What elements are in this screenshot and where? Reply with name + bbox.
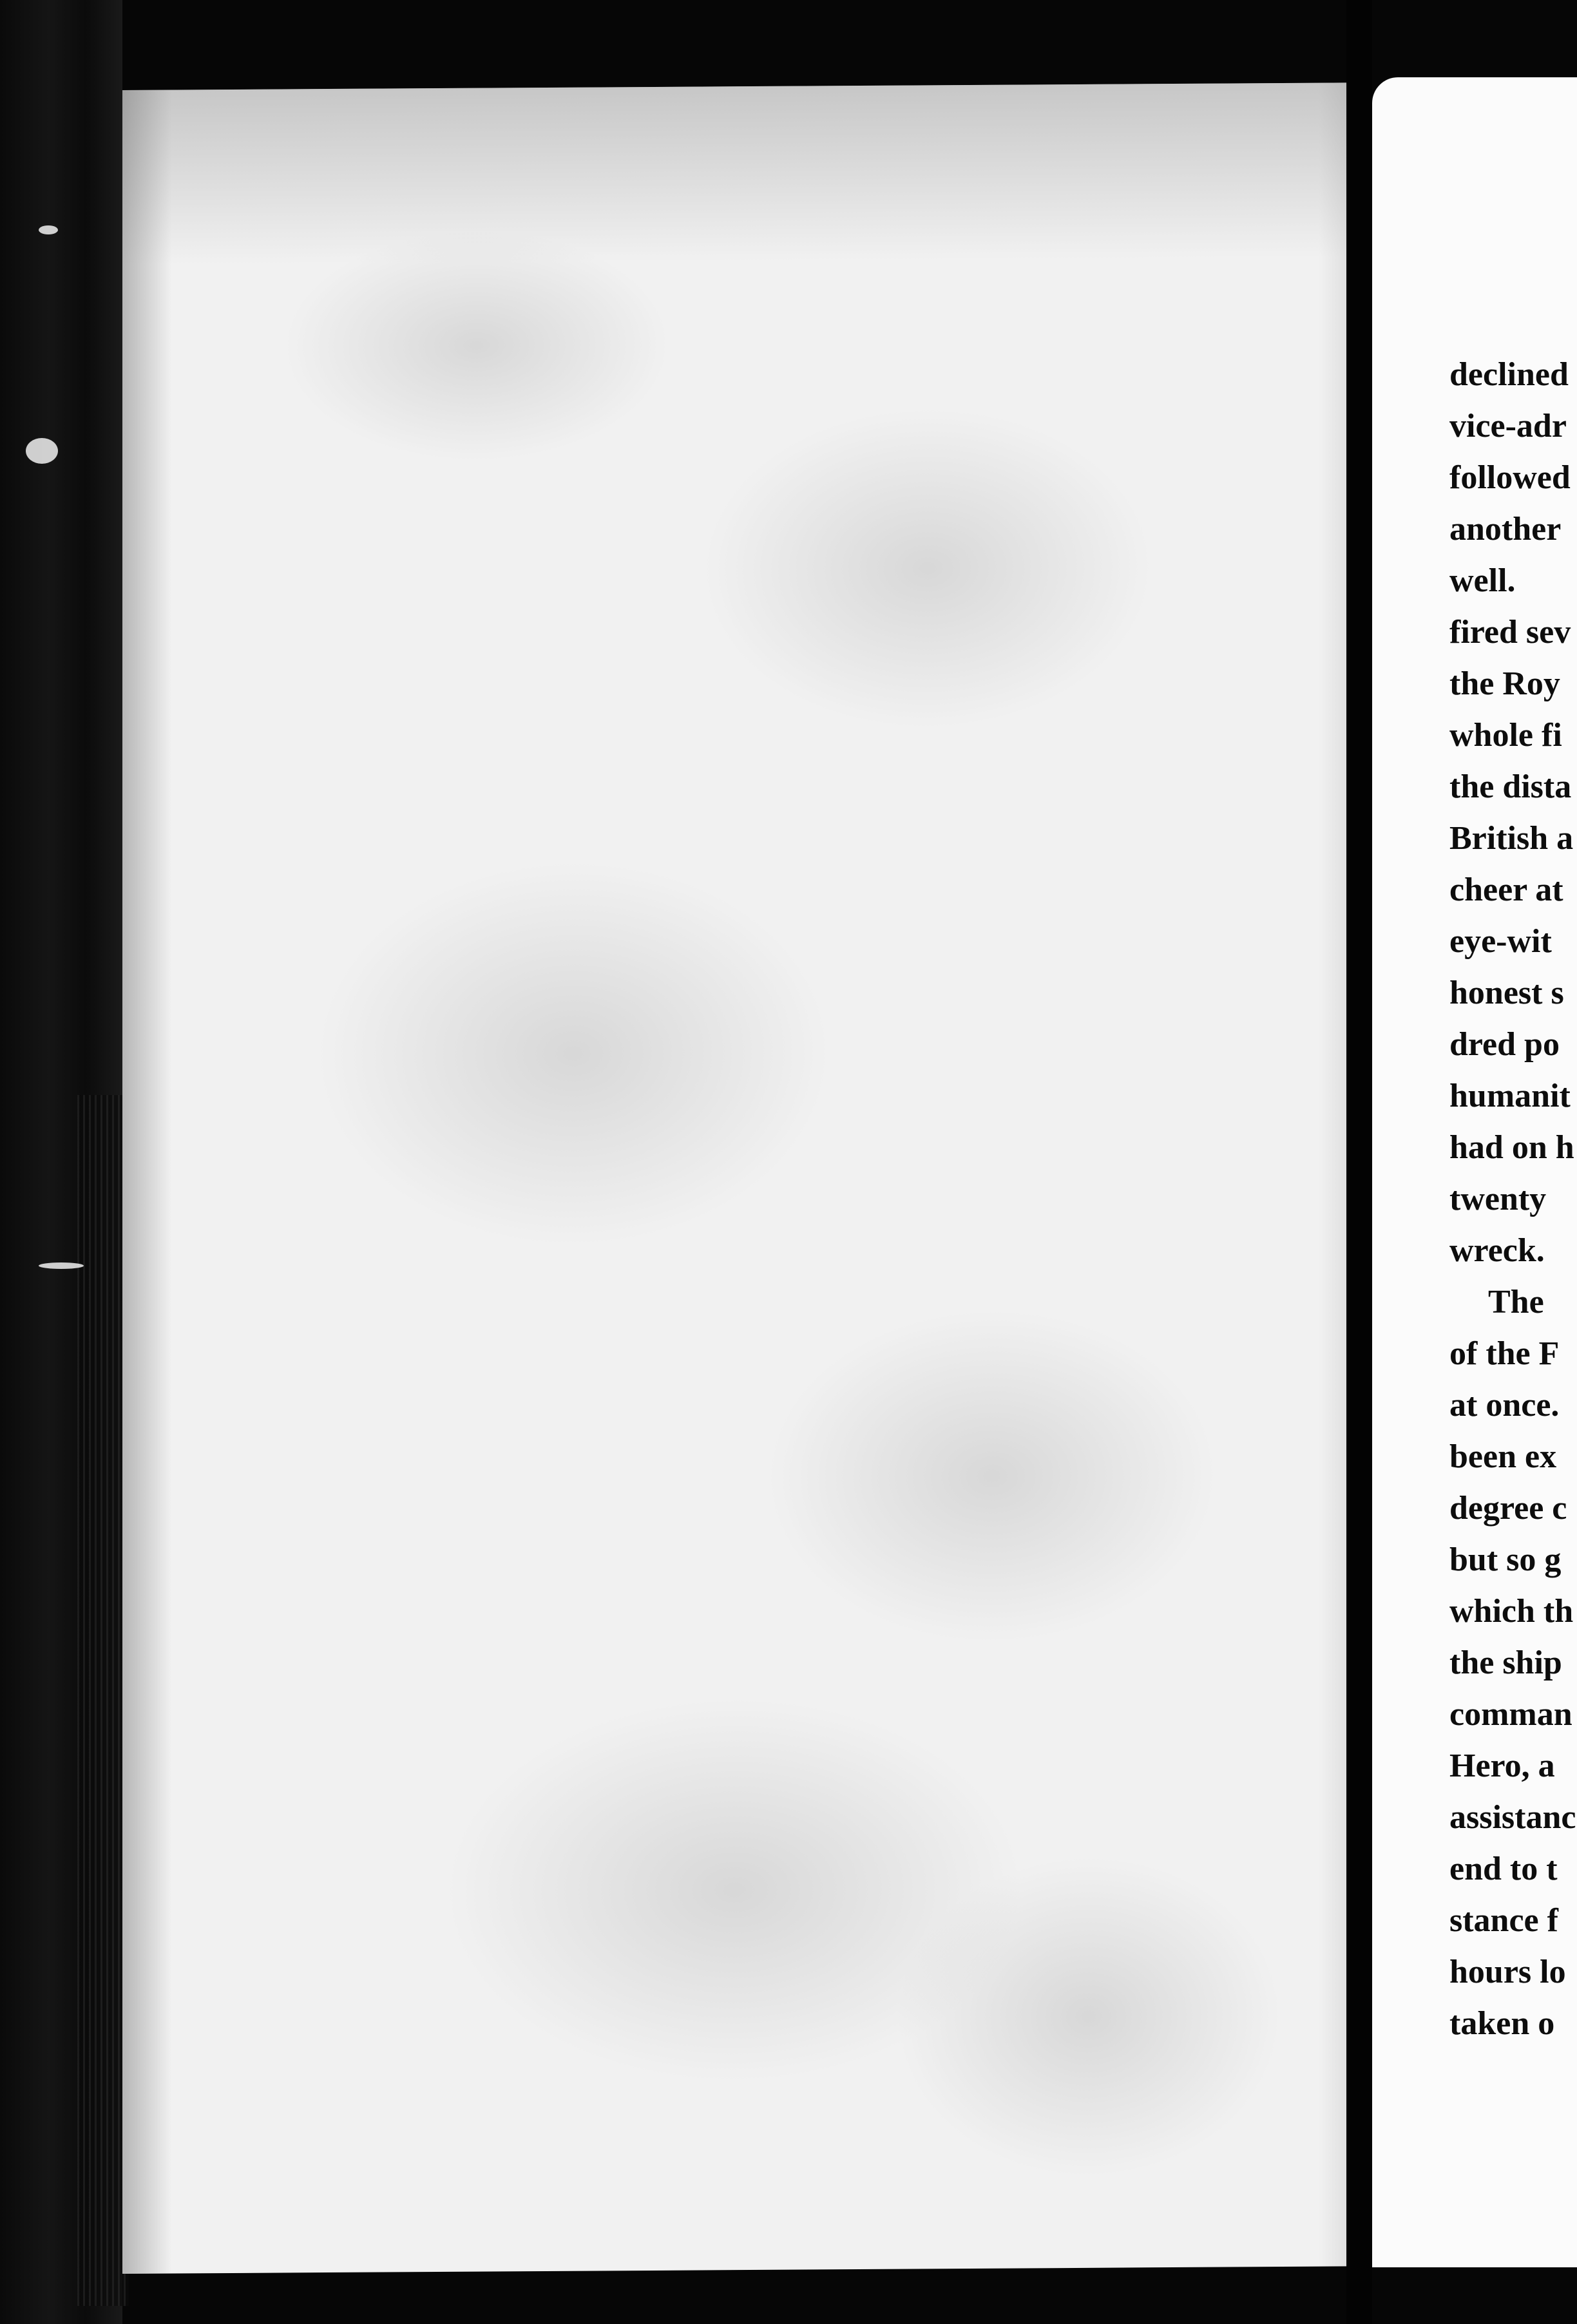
text-line: hours lo: [1449, 1954, 1566, 1990]
text-line: cheer at: [1449, 872, 1563, 908]
text-line: assistanc: [1449, 1799, 1576, 1836]
text-line: the dista: [1449, 768, 1572, 805]
text-line: followed: [1449, 459, 1571, 496]
text-line: at once.: [1449, 1387, 1560, 1424]
text-line: end to t: [1449, 1851, 1558, 1887]
text-line: fired sev: [1449, 614, 1571, 651]
text-line: stance f: [1449, 1902, 1558, 1939]
text-line: twenty: [1449, 1181, 1547, 1217]
text-line: but so g: [1449, 1541, 1562, 1578]
scan-speck: [39, 1262, 84, 1269]
text-line: vice-adr: [1449, 408, 1567, 444]
text-line: another: [1449, 511, 1562, 548]
text-line: honest s: [1449, 975, 1564, 1011]
text-line: dred po: [1449, 1026, 1560, 1063]
text-line: whole fi: [1449, 717, 1562, 754]
text-line: The: [1488, 1284, 1544, 1320]
page-gutter: [1346, 0, 1372, 2324]
text-line: wreck.: [1449, 1232, 1545, 1269]
text-line: humanit: [1449, 1078, 1571, 1114]
text-line: of the F: [1449, 1335, 1560, 1372]
text-line: been ex: [1449, 1438, 1557, 1475]
page-edge-shading: [122, 82, 1356, 2274]
body-text: [1449, 349, 1577, 2050]
right-page-text: [1372, 77, 1577, 2267]
text-line: the ship: [1449, 1644, 1562, 1681]
text-line: declined: [1449, 356, 1569, 393]
text-line: which th: [1449, 1593, 1574, 1630]
left-page-blank: [122, 82, 1356, 2274]
text-line: comman: [1449, 1696, 1572, 1733]
text-line: had on h: [1449, 1129, 1574, 1166]
text-line: British a: [1449, 820, 1574, 857]
text-line: Hero, a: [1449, 1748, 1555, 1784]
text-line: eye-wit: [1449, 923, 1552, 960]
scan-speck: [26, 438, 58, 464]
text-line: taken o: [1449, 2005, 1555, 2042]
binding-edge-lines: [77, 1095, 129, 2306]
text-line: well.: [1449, 562, 1516, 599]
scan-speck: [39, 225, 58, 234]
text-line: the Roy: [1449, 665, 1560, 702]
text-line: degree c: [1449, 1490, 1567, 1527]
